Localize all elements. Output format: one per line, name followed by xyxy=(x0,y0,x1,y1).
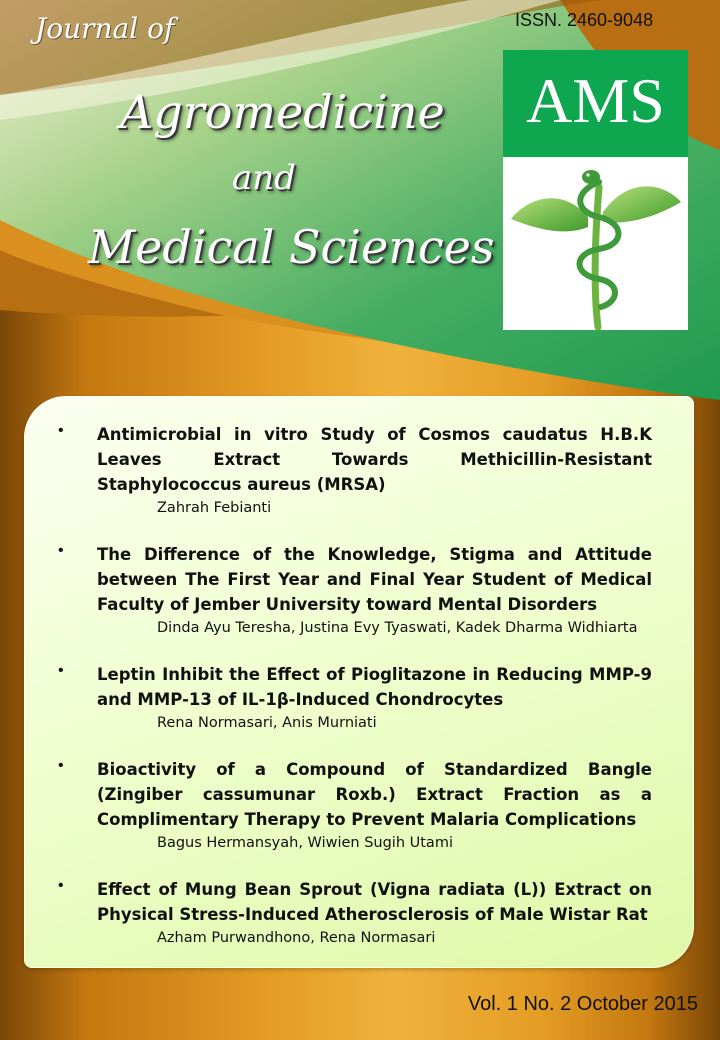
article-title: Antimicrobial in vitro Study of Cosmos caudatus H.B.K Leaves Extract Towards Methicillin-Resistant Staphylococcus aureus (MRSA) xyxy=(97,425,652,494)
article-title: Leptin Inhibit the Effect of Pioglitazone in Reducing MMP-9 and MMP-13 of IL-1β-Induced Chondrocytes xyxy=(97,665,652,709)
bullet-icon: • xyxy=(58,662,64,679)
list-item[interactable] xyxy=(52,662,652,735)
article-authors: Rena Normasari, Anis Murniati xyxy=(157,715,377,731)
ams-logo xyxy=(503,50,688,330)
caduceus-leaf-icon xyxy=(503,157,688,330)
issn-number: ISSN. 2460-9048 xyxy=(515,10,654,30)
bullet-icon: • xyxy=(58,542,64,559)
article-authors: Zahrah Febianti xyxy=(157,500,272,516)
list-item[interactable] xyxy=(52,542,652,640)
article-title: Effect of Mung Bean Sprout (Vigna radiata (L)) Extract on Physical Stress-Induced Atherosclerosis of Male Wistar Rat xyxy=(97,880,652,924)
journal-title-line3: Medical Sciences xyxy=(88,220,495,274)
journal-title-line1: Agromedicine xyxy=(120,85,445,139)
article-authors: Azham Purwandhono, Rena Normasari xyxy=(157,930,436,946)
bullet-icon: • xyxy=(58,757,64,774)
journal-prefix: Journal of xyxy=(35,12,175,45)
logo-band xyxy=(503,50,688,157)
journal-title-line2: and xyxy=(232,158,296,198)
article-authors: Dinda Ayu Teresha, Justina Evy Tyaswati, Kadek Dharma Widhiarta xyxy=(157,620,638,636)
volume-issue: Vol. 1 No. 2 October 2015 xyxy=(467,993,698,1015)
article-list xyxy=(52,422,652,972)
list-item[interactable] xyxy=(52,877,652,950)
article-title: The Difference of the Knowledge, Stigma and Attitude between The First Year and Final Year Student of Medical Faculty of Jember University toward Mental Disorders xyxy=(97,545,652,614)
logo-text: AMS xyxy=(526,65,665,136)
bullet-icon: • xyxy=(58,422,64,439)
bullet-icon: • xyxy=(58,877,64,894)
article-title: Bioactivity of a Compound of Standardized Bangle (Zingiber cassumunar Roxb.) Extract Fraction as a Complimentary Therapy to Prevent Malaria Complications xyxy=(97,760,652,829)
article-authors: Bagus Hermansyah, Wiwien Sugih Utami xyxy=(157,835,453,851)
list-item[interactable] xyxy=(52,422,652,520)
list-item[interactable] xyxy=(52,757,652,855)
